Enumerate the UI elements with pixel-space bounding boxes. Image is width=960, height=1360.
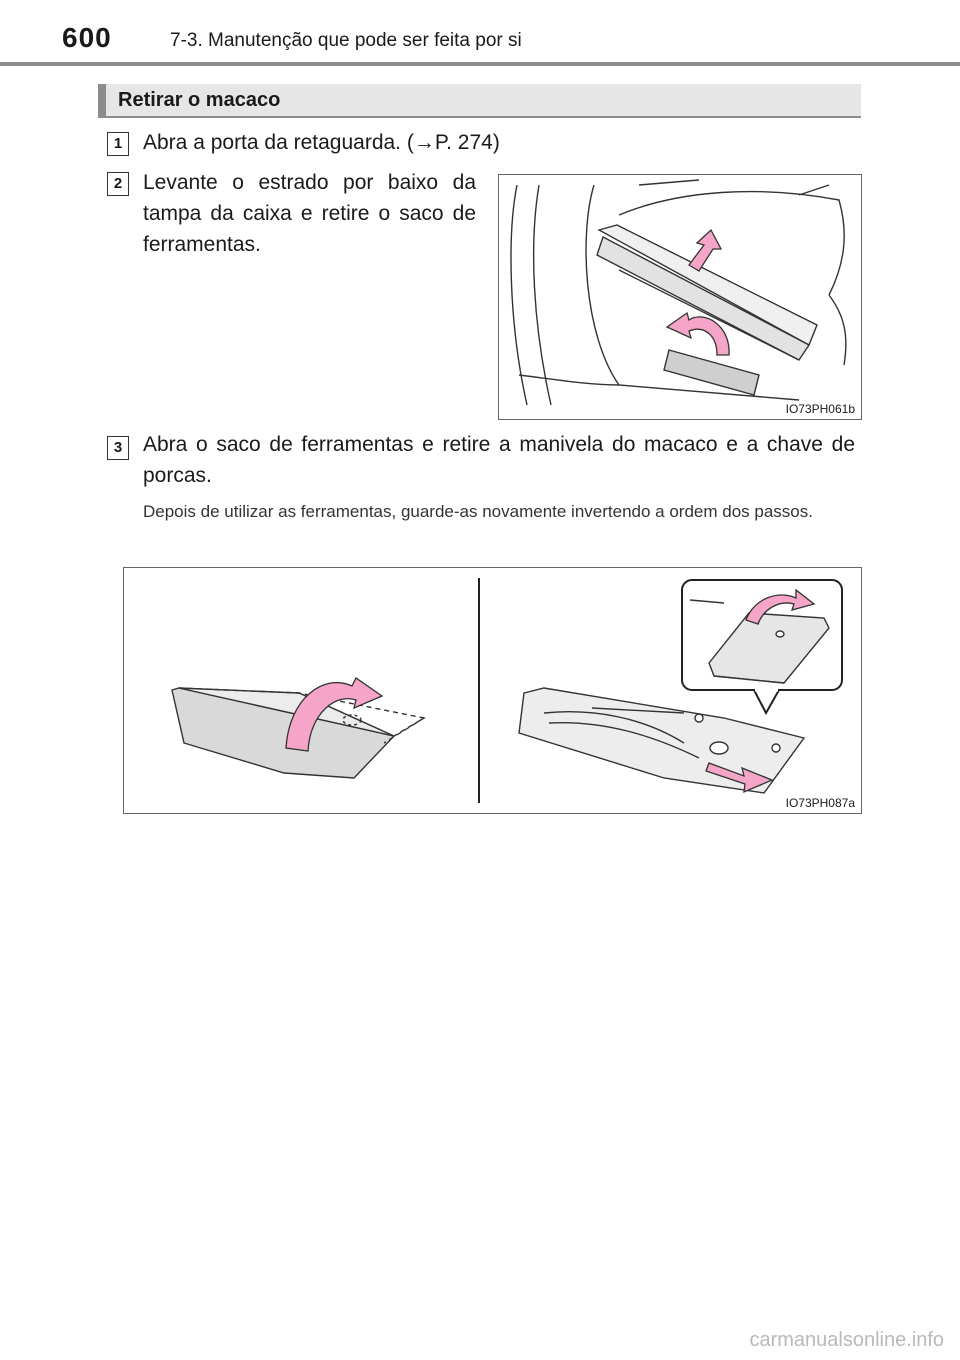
chapter-title: 7-3. Manutenção que pode ser feita por si: [170, 30, 522, 51]
figure-2-code: IO73PH087a: [785, 796, 855, 810]
note-text: Depois de utilizar as ferramentas, guarde-as novamente invertendo a ordem dos passos.: [143, 502, 813, 521]
page-number: 600: [62, 22, 112, 53]
step-badge-1: 1: [107, 132, 129, 156]
footer-watermark: carmanualsonline.info: [749, 1329, 944, 1351]
section-header: [98, 84, 861, 118]
header-rule: [0, 62, 960, 66]
figure-trunk-floor: [498, 174, 862, 420]
step-badge-2: 2: [107, 172, 129, 196]
tool-bag-illustration: [124, 568, 860, 812]
figure-1-code: IO73PH061b: [785, 402, 855, 416]
step-2-text: Levante o estrado por baixo da tampa da caixa e retire o saco de ferramentas.: [143, 171, 476, 256]
trunk-illustration: [499, 175, 860, 418]
section-title: Retirar o macaco: [118, 89, 281, 111]
step-3-text: Abra o saco de ferramentas e retire a manivela do macaco e a chave de porcas.: [143, 433, 855, 487]
figure-tool-bag: [123, 567, 862, 814]
step-badge-3: 3: [107, 436, 129, 460]
step-1-text: Abra a porta da retaguarda. (→P. 274): [143, 131, 500, 154]
